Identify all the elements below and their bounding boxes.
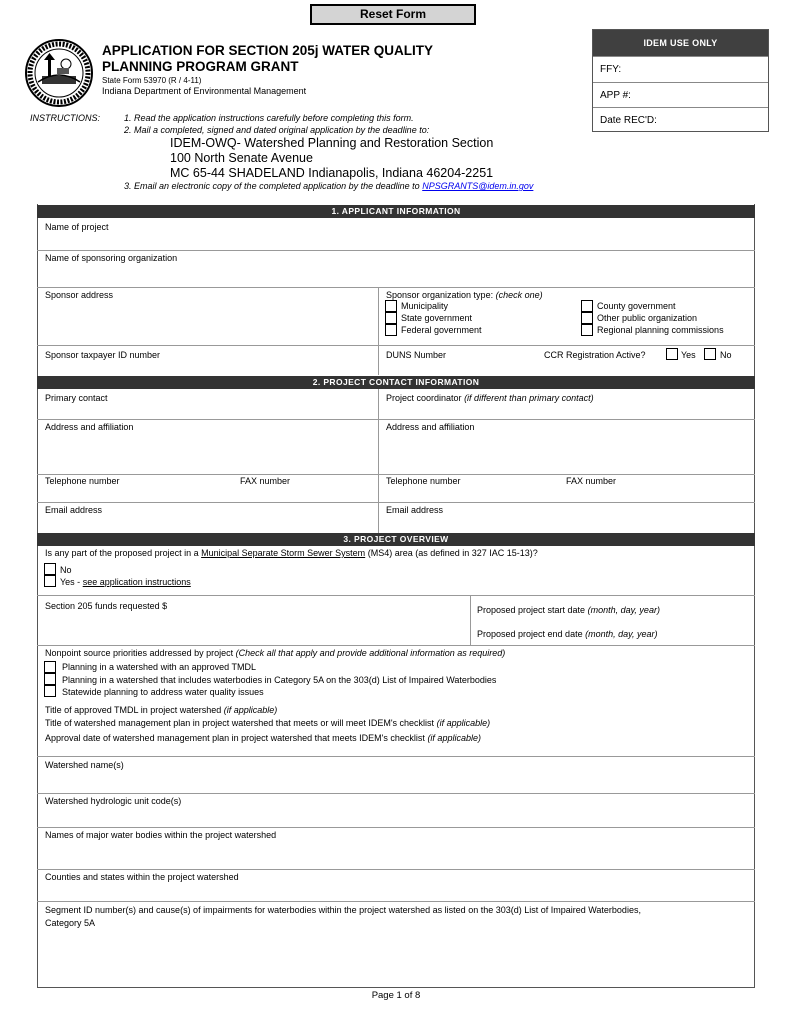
divider bbox=[37, 793, 755, 794]
fax-left-label: FAX number bbox=[240, 476, 291, 486]
address-affiliation-left-label: Address and affiliation bbox=[45, 422, 134, 432]
email-left-label: Email address bbox=[45, 505, 103, 515]
taxpayer-id-label: Sponsor taxpayer ID number bbox=[45, 350, 161, 360]
org-type-label: Sponsor organization type: (check one) bbox=[386, 290, 543, 300]
end-date-label: Proposed project end date (month, day, year) bbox=[477, 629, 658, 639]
state-government-checkbox[interactable] bbox=[385, 312, 397, 324]
project-name-label: Name of project bbox=[45, 222, 109, 232]
divider bbox=[37, 474, 755, 475]
county-government-label: County government bbox=[597, 301, 676, 311]
plan-title-label: Title of watershed management plan in project watershed that meets or will meet IDEM's checklist (if applicable) bbox=[45, 718, 491, 728]
section3-heading: 3. PROJECT OVERVIEW bbox=[37, 533, 755, 546]
mailing-address-line3: MC 65-44 SHADELAND Indianapolis, Indiana 46204-2251 bbox=[170, 166, 494, 180]
section1-heading: 1. APPLICANT INFORMATION bbox=[37, 205, 755, 218]
ccr-no-checkbox[interactable] bbox=[704, 348, 716, 360]
email-link[interactable]: NPSGRANTS@idem.in.gov bbox=[422, 181, 534, 191]
divider bbox=[37, 345, 755, 346]
priority-category5a-label: Planning in a watershed that includes waterbodies in Category 5A on the 303(d) List of Impaired Waterbodies bbox=[62, 675, 497, 685]
instruction-step-2: 2. Mail a completed, signed and dated original application by the deadline to: bbox=[124, 125, 430, 135]
divider bbox=[37, 287, 755, 288]
sponsor-org-label: Name of sponsoring organization bbox=[45, 253, 178, 263]
instruction-step-1: 1. Read the application instructions carefully before completing this form. bbox=[124, 113, 414, 123]
ccr-yes-checkbox[interactable] bbox=[666, 348, 678, 360]
priority-tmdl-checkbox[interactable] bbox=[44, 661, 56, 673]
primary-contact-label: Primary contact bbox=[45, 393, 108, 403]
divider bbox=[37, 756, 755, 757]
idem-use-only-box bbox=[592, 29, 769, 132]
telephone-left-label: Telephone number bbox=[45, 476, 120, 486]
ms4-yes-label: Yes - see application instructions bbox=[60, 577, 191, 587]
project-name-field[interactable] bbox=[37, 218, 755, 250]
ccr-yes-label: Yes bbox=[681, 350, 696, 360]
app-number-field[interactable]: APP #: bbox=[593, 82, 768, 108]
priority-tmdl-label: Planning in a watershed with an approved TMDL bbox=[62, 662, 256, 672]
email-right-label: Email address bbox=[386, 505, 444, 515]
fax-right-label: FAX number bbox=[566, 476, 617, 486]
divider bbox=[37, 901, 755, 902]
ms4-question: Is any part of the proposed project in a Municipal Separate Storm Sewer System (MS4) area (as defined in 327 IAC 15-13)? bbox=[45, 548, 538, 558]
mailing-address-line2: 100 North Senate Avenue bbox=[170, 151, 313, 165]
telephone-right-label: Telephone number bbox=[386, 476, 461, 486]
federal-government-label: Federal government bbox=[401, 325, 482, 335]
address-affiliation-right-label: Address and affiliation bbox=[386, 422, 475, 432]
state-form-number: State Form 53970 (R / 4-11) bbox=[102, 76, 202, 85]
divider bbox=[37, 595, 755, 596]
huc-label: Watershed hydrologic unit code(s) bbox=[45, 796, 182, 806]
plan-approval-date-label: Approval date of watershed management plan in project watershed that meets IDEM's checklist (if applicable) bbox=[45, 733, 481, 743]
divider bbox=[37, 645, 755, 646]
watershed-names-label: Watershed name(s) bbox=[45, 760, 124, 770]
mailing-address-line1: IDEM-OWQ- Watershed Planning and Restoration Section bbox=[170, 136, 494, 150]
divider bbox=[37, 502, 755, 503]
state-government-label: State government bbox=[401, 313, 473, 323]
divider bbox=[470, 595, 471, 645]
form-title: APPLICATION FOR SECTION 205j WATER QUALITY PLANNING PROGRAM GRANT State Form 53970 (R / 4-11) Indiana Department of Environmental Management bbox=[102, 43, 482, 97]
sponsor-address-label: Sponsor address bbox=[45, 290, 114, 300]
municipality-checkbox[interactable] bbox=[385, 300, 397, 312]
ccr-no-label: No bbox=[720, 350, 732, 360]
see-instructions-link[interactable]: see application instructions bbox=[82, 577, 191, 587]
state-seal-icon bbox=[24, 38, 94, 108]
divider bbox=[37, 869, 755, 870]
divider bbox=[37, 827, 755, 828]
section2-heading: 2. PROJECT CONTACT INFORMATION bbox=[37, 376, 755, 389]
page-number: Page 1 of 8 bbox=[371, 990, 421, 1001]
priorities-label: Nonpoint source priorities addressed by project (Check all that apply and provide additional information as required) bbox=[45, 648, 506, 658]
other-public-org-checkbox[interactable] bbox=[581, 312, 593, 324]
county-government-checkbox[interactable] bbox=[581, 300, 593, 312]
priority-statewide-label: Statewide planning to address water quality issues bbox=[62, 687, 264, 697]
regional-planning-label: Regional planning commissions bbox=[597, 325, 724, 335]
ccr-label: CCR Registration Active? bbox=[544, 350, 646, 360]
priority-category5a-checkbox[interactable] bbox=[44, 673, 56, 685]
federal-government-checkbox[interactable] bbox=[385, 324, 397, 336]
divider bbox=[378, 287, 379, 375]
counties-states-label: Counties and states within the project watershed bbox=[45, 872, 239, 882]
regional-planning-checkbox[interactable] bbox=[581, 324, 593, 336]
start-date-label: Proposed project start date (month, day, year) bbox=[477, 605, 660, 615]
tmdl-title-label: Title of approved TMDL in project watershed (if applicable) bbox=[45, 705, 278, 715]
ms4-no-checkbox[interactable] bbox=[44, 563, 56, 575]
priority-statewide-checkbox[interactable] bbox=[44, 685, 56, 697]
duns-label: DUNS Number bbox=[386, 350, 447, 360]
project-coordinator-label: Project coordinator (if different than primary contact) bbox=[386, 393, 594, 403]
idem-box-heading: IDEM USE ONLY bbox=[593, 30, 768, 56]
ms4-yes-checkbox[interactable] bbox=[44, 575, 56, 587]
ffy-field[interactable]: FFY: bbox=[593, 56, 768, 82]
instruction-step-3: 3. Email an electronic copy of the completed application by the deadline to NPSGRANTS@idem.in.gov bbox=[124, 181, 534, 191]
department-name: Indiana Department of Environmental Management bbox=[102, 86, 307, 96]
municipality-label: Municipality bbox=[401, 301, 449, 311]
instructions-label: INSTRUCTIONS: bbox=[30, 113, 101, 123]
other-public-org-label: Other public organization bbox=[597, 313, 698, 323]
segment-id-label: Segment ID number(s) and cause(s) of impairments for waterbodies within the project watershed as listed on the 303(d) List of Impaired Waterbodies, Category 5A bbox=[45, 905, 641, 928]
water-bodies-label: Names of major water bodies within the project watershed bbox=[45, 830, 277, 840]
date-received-field[interactable]: Date REC'D: bbox=[593, 107, 768, 133]
funds-requested-label: Section 205 funds requested $ bbox=[45, 601, 168, 611]
divider bbox=[37, 250, 755, 251]
divider bbox=[37, 419, 755, 420]
ms4-no-label: No bbox=[60, 565, 72, 575]
reset-form-button[interactable]: Reset Form bbox=[310, 4, 476, 25]
divider bbox=[378, 389, 379, 533]
